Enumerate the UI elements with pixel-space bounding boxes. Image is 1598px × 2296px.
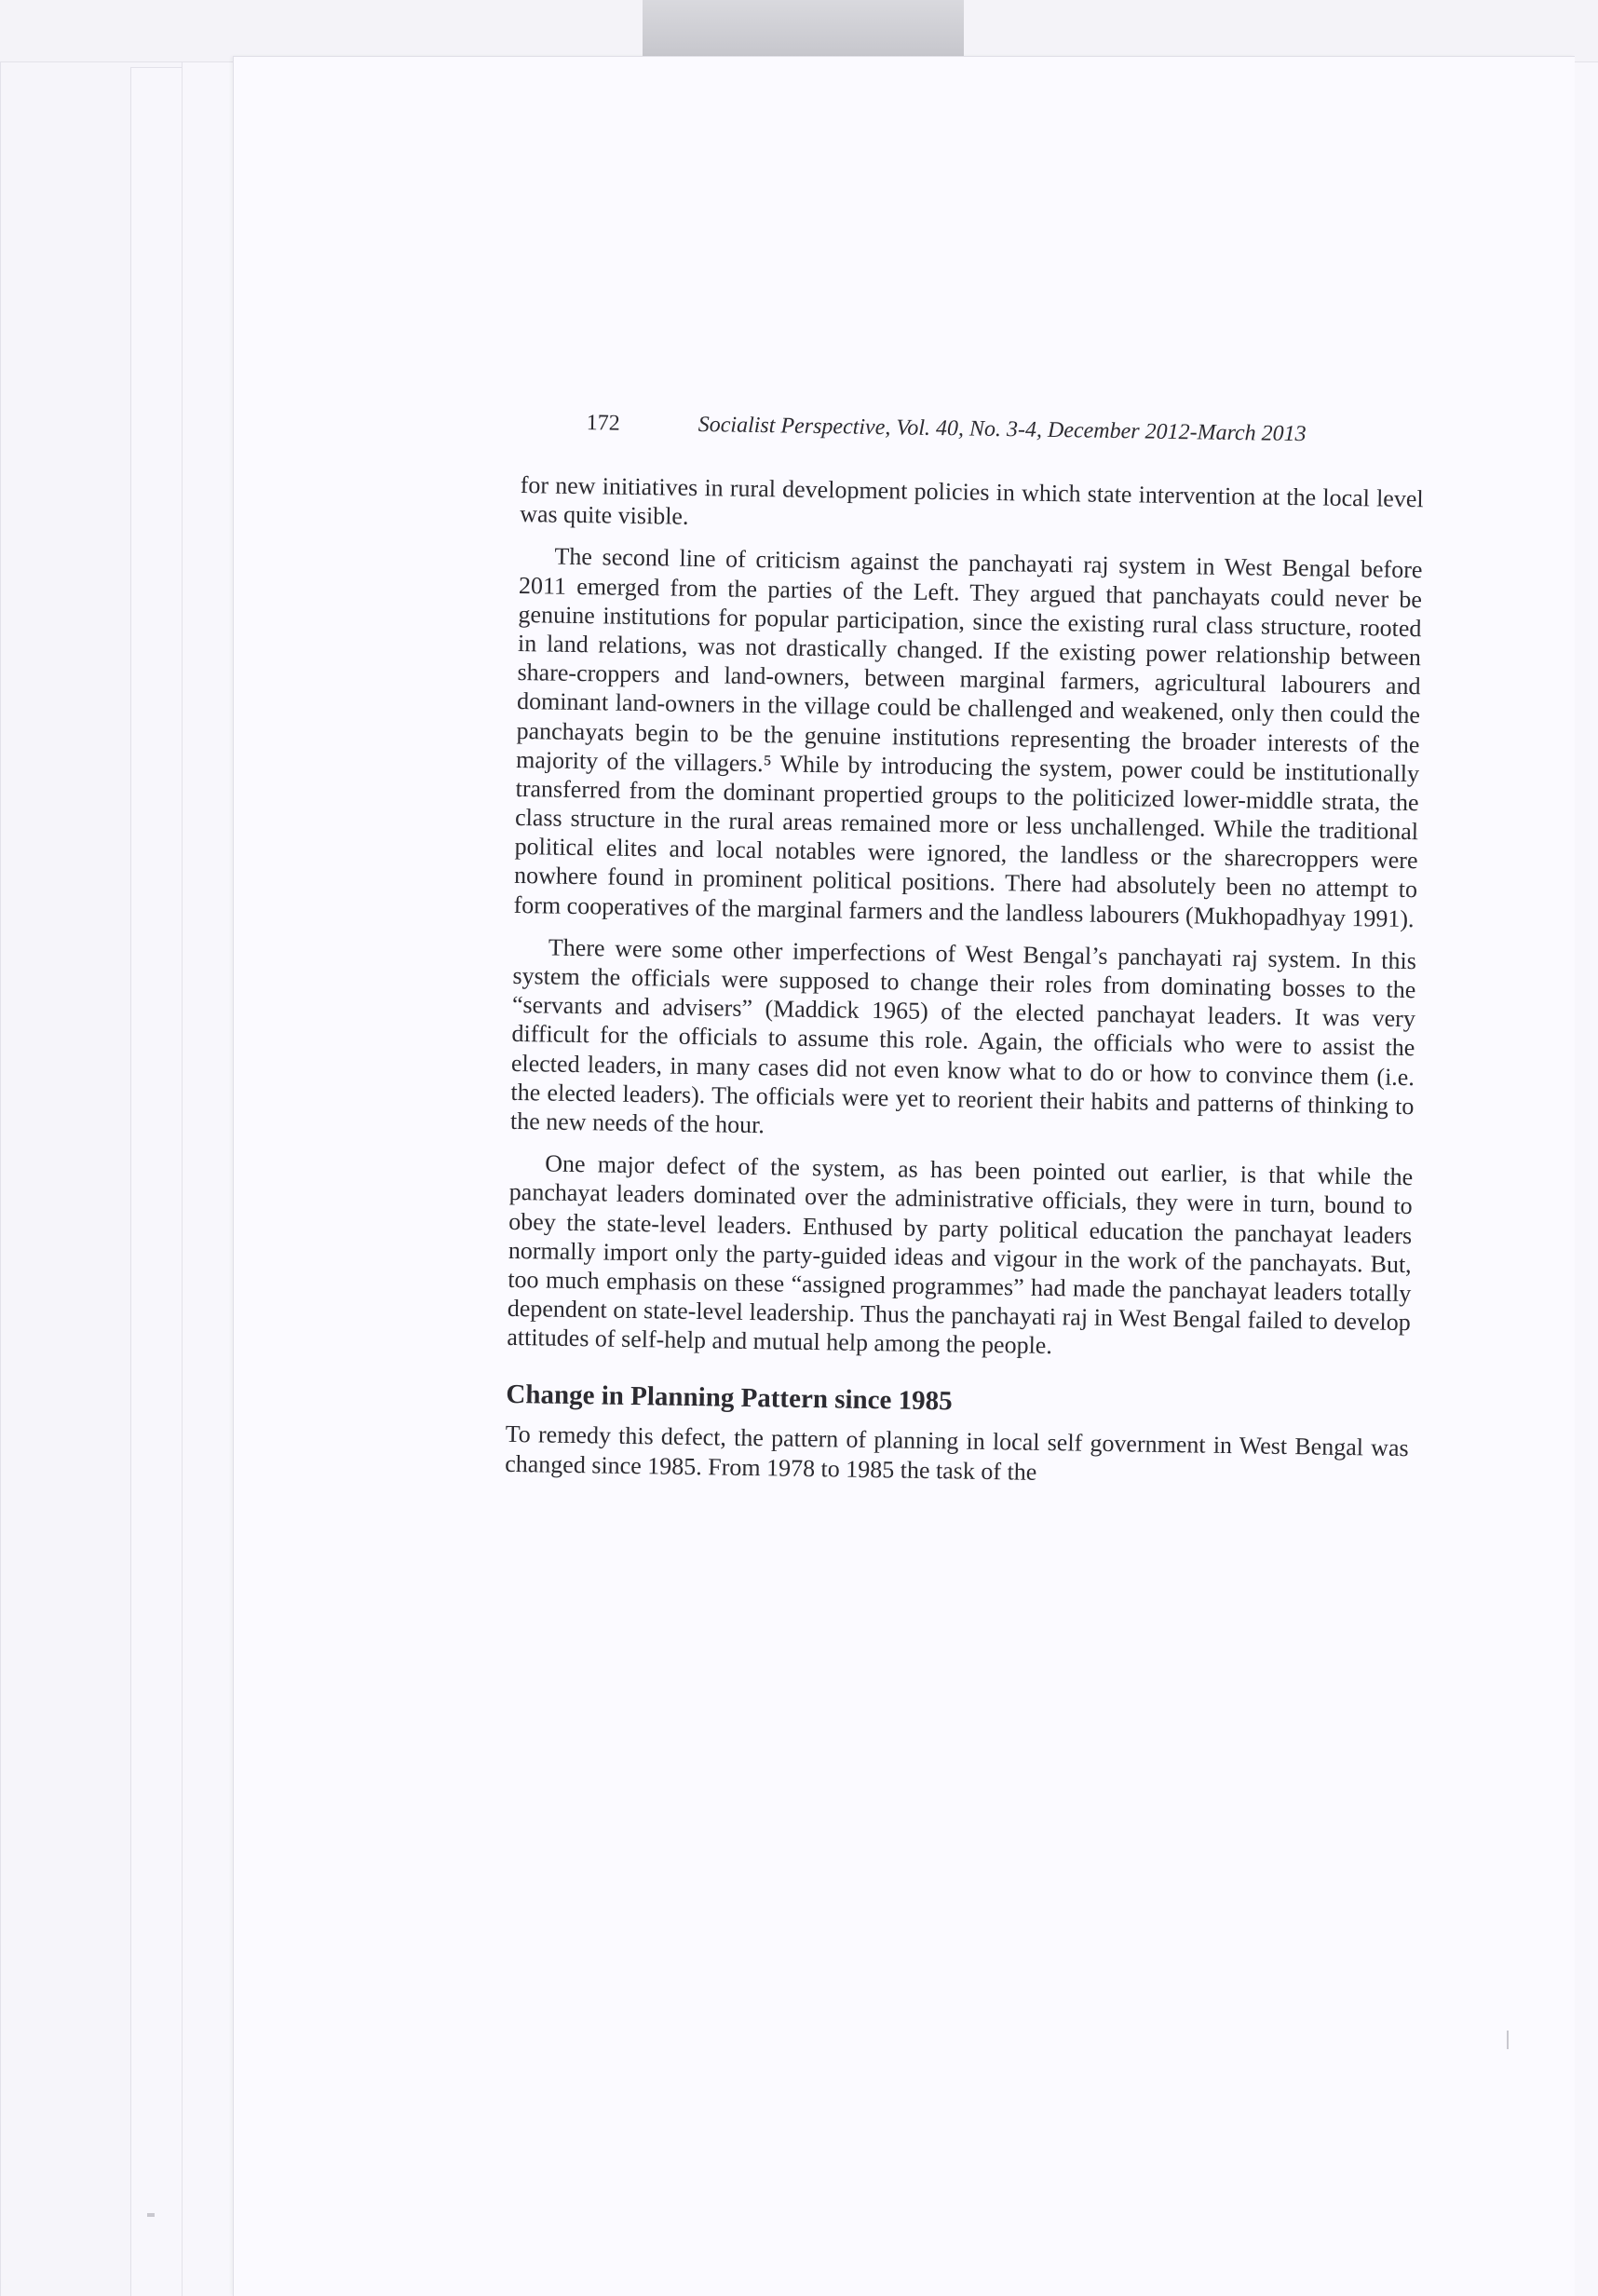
paragraph: One major defect of the system, as has been pointed out earlier, is that while the panchayat leaders dominated over the administrative officials, they were in turn, bound to obey the state-level leaders. Enthused by party political education the panchayat leaders normally import only the party-guided ideas and vigour in the work of the panchayats. But, too much emphasis on these “assigned programmes” had made the panchayat leaders totally dependent on state-level leadership. Thus the panchayati raj in West Bengal failed to develop attitudes of self-help and mutual help among the people. [507,1149,1414,1360]
paragraph: The second line of criticism against the panchayati raj system in West Bengal before 2011 emerged from the parties of the Left. They argued that panchayats could never be genuine institutions for popular participation, since the existing rural class structure, rooted in land relations, was not drastically changed. If the existing power relationship between share-croppers and land-owners, between marginal farmers, agricultural labourers and dominant land-owners in the village could be challenged and weakened, only then could the panchayats begin to be the genuine institutions representing the broader interests of the majority of the villagers.⁵ While by introducing the system, power could be institutionally transferred from the dominant propertied groups to the politicized lower-middle strata, the class structure in the rural areas remained more or less unchallenged. While the traditional political elites and local notables were ignored, the landless or the sharecroppers were nowhere found in prominent political positions. There had absolutely been no attempt to form cooperatives of the marginal farmers and the landless labourers (Mukhopadhyay 1991). [513,542,1423,932]
journal-citation: Socialist Perspective, Vol. 40, No. 3-4, December 2012-March 2013 [697,412,1307,447]
paragraph: To remedy this defect, the pattern of planning in local self government in West Bengal was changed since 1985. From 1978 to 1985 the task of the [505,1420,1409,1486]
paragraph: There were some other imperfections of West Bengal’s panchayati raj system. In this system the officials were supposed to change their roles from dominating bosses to the “servants and advisers” (Maddick 1965) of the elected panchayat leaders. It was very difficult for the officials to assume this role. Again, the officials who were to assist the elected leaders, in many cases did not even know what to do or how to convince them (i.e. the elected leaders). The officials were yet to reorient their habits and patterns of thinking to the new needs of the hour. [509,933,1417,1139]
scan-speck [1507,2031,1509,2049]
paragraph: for new initiatives in rural development policies in which state intervention at the local level was quite visible. [520,470,1424,531]
page-content [505,410,1425,1505]
section-heading: Change in Planning Pattern since 1985 [506,1379,953,1417]
scanner-gap [643,0,964,58]
page-number: 172 [586,411,620,436]
scan-speck [147,2213,155,2217]
